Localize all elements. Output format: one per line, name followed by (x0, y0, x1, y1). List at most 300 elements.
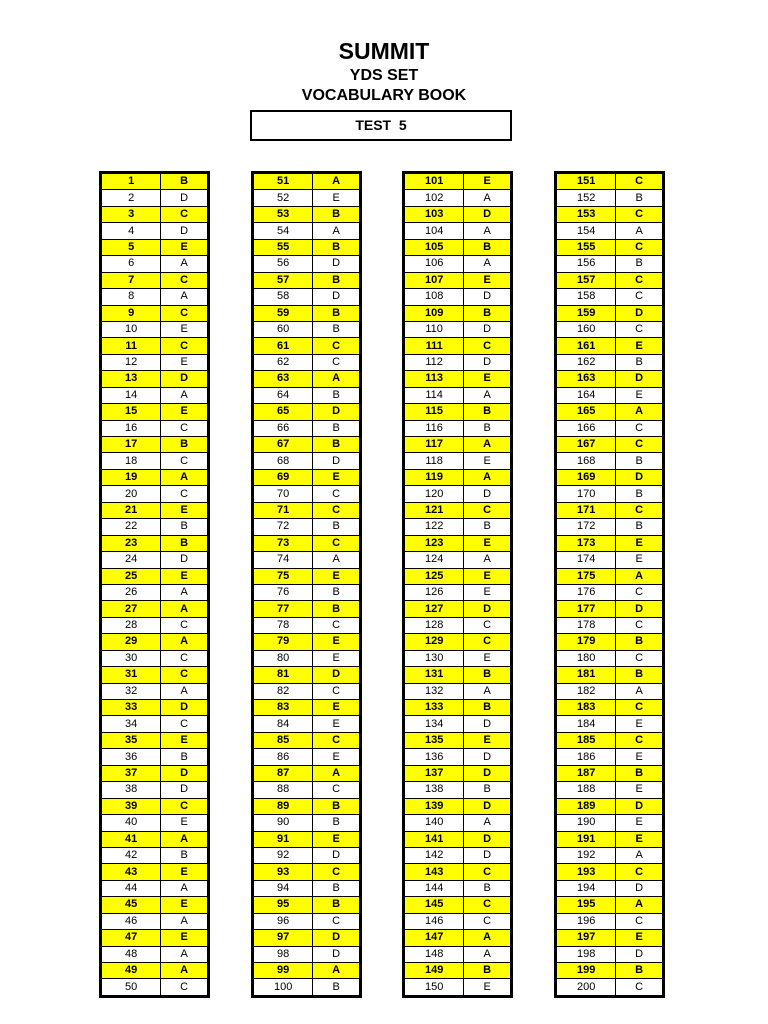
answer-row (405, 880, 511, 896)
answer-letter: E (616, 782, 663, 798)
answer-row (557, 502, 663, 518)
answer-letter: D (464, 289, 511, 305)
answer-row (254, 864, 360, 880)
question-number: 192 (557, 847, 616, 863)
answer-letter: B (313, 206, 360, 222)
question-number: 3 (102, 206, 161, 222)
answer-row (102, 552, 208, 568)
answer-letter: B (313, 387, 360, 403)
question-number: 88 (254, 782, 313, 798)
answer-letter: C (313, 486, 360, 502)
question-number: 167 (557, 437, 616, 453)
answer-letter: E (616, 831, 663, 847)
question-number: 38 (102, 782, 161, 798)
question-number: 85 (254, 732, 313, 748)
answer-row (557, 206, 663, 222)
answer-row (405, 634, 511, 650)
answer-row (254, 798, 360, 814)
answer-letter: C (161, 272, 208, 288)
question-number: 182 (557, 683, 616, 699)
question-number: 82 (254, 683, 313, 699)
answer-column-1 (99, 171, 210, 998)
answer-row (102, 206, 208, 222)
question-number: 169 (557, 469, 616, 485)
answer-letter: A (313, 371, 360, 387)
answer-letter: C (616, 864, 663, 880)
question-number: 16 (102, 420, 161, 436)
answer-letter: E (161, 568, 208, 584)
question-number: 58 (254, 289, 313, 305)
question-number: 110 (405, 321, 464, 337)
question-number: 127 (405, 601, 464, 617)
answer-row (557, 798, 663, 814)
answer-letter: B (616, 519, 663, 535)
answer-letter: A (464, 387, 511, 403)
answer-row (254, 239, 360, 255)
question-number: 122 (405, 519, 464, 535)
question-number: 40 (102, 815, 161, 831)
question-number: 195 (557, 897, 616, 913)
answer-letter: C (616, 650, 663, 666)
answer-letter: A (616, 404, 663, 420)
question-number: 91 (254, 831, 313, 847)
answer-letter: B (616, 667, 663, 683)
answer-row (557, 963, 663, 979)
question-number: 1 (102, 174, 161, 190)
answer-letter: B (464, 305, 511, 321)
question-number: 115 (405, 404, 464, 420)
answer-row (557, 272, 663, 288)
question-number: 30 (102, 650, 161, 666)
answer-row (254, 552, 360, 568)
question-number: 126 (405, 584, 464, 600)
answer-letter: C (616, 979, 663, 995)
question-number: 171 (557, 502, 616, 518)
answer-letter: C (161, 206, 208, 222)
question-number: 98 (254, 946, 313, 962)
answer-row (405, 535, 511, 551)
answer-row (102, 568, 208, 584)
answer-letter: B (313, 239, 360, 255)
answer-column-3 (402, 171, 513, 998)
answer-row (102, 256, 208, 272)
answer-letter: B (616, 190, 663, 206)
answer-letter: C (313, 354, 360, 370)
answer-letter: C (616, 174, 663, 190)
question-number: 20 (102, 486, 161, 502)
answer-row (405, 552, 511, 568)
answer-letter: C (616, 913, 663, 929)
question-number: 14 (102, 387, 161, 403)
answer-row (557, 223, 663, 239)
question-number: 140 (405, 815, 464, 831)
answer-letter: D (616, 469, 663, 485)
answer-letter: E (464, 732, 511, 748)
question-number: 120 (405, 486, 464, 502)
answer-row (102, 650, 208, 666)
answer-letter: E (464, 453, 511, 469)
answer-row (102, 782, 208, 798)
answer-row (254, 502, 360, 518)
answer-row (254, 321, 360, 337)
question-number: 27 (102, 601, 161, 617)
question-number: 106 (405, 256, 464, 272)
answer-row (405, 864, 511, 880)
question-number: 164 (557, 387, 616, 403)
answer-row (254, 535, 360, 551)
question-number: 131 (405, 667, 464, 683)
question-number: 129 (405, 634, 464, 650)
answer-row (102, 815, 208, 831)
answer-row (557, 749, 663, 765)
answer-row (557, 190, 663, 206)
answer-letter: A (313, 963, 360, 979)
answer-letter: C (313, 683, 360, 699)
question-number: 99 (254, 963, 313, 979)
answer-row (102, 979, 208, 995)
answer-row (557, 683, 663, 699)
answer-letter: C (464, 913, 511, 929)
question-number: 152 (557, 190, 616, 206)
question-number: 15 (102, 404, 161, 420)
question-number: 84 (254, 716, 313, 732)
answer-row (102, 716, 208, 732)
answer-letter: C (161, 486, 208, 502)
answer-letter: C (616, 321, 663, 337)
answer-row (254, 831, 360, 847)
answer-letter: E (616, 338, 663, 354)
answer-row (405, 683, 511, 699)
question-number: 146 (405, 913, 464, 929)
question-number: 163 (557, 371, 616, 387)
answer-row (254, 847, 360, 863)
answer-letter: B (313, 519, 360, 535)
answer-letter: E (313, 190, 360, 206)
answer-row (405, 946, 511, 962)
question-number: 83 (254, 700, 313, 716)
answer-row (557, 371, 663, 387)
answer-row (405, 519, 511, 535)
answer-row (102, 913, 208, 929)
answer-row (102, 667, 208, 683)
question-number: 111 (405, 338, 464, 354)
question-number: 56 (254, 256, 313, 272)
answer-row (405, 338, 511, 354)
question-number: 18 (102, 453, 161, 469)
answer-row (102, 321, 208, 337)
answer-letter: C (464, 897, 511, 913)
answer-letter: D (313, 453, 360, 469)
question-number: 77 (254, 601, 313, 617)
answer-row (254, 371, 360, 387)
question-number: 161 (557, 338, 616, 354)
question-number: 159 (557, 305, 616, 321)
answer-row (102, 190, 208, 206)
answer-row (254, 404, 360, 420)
question-number: 5 (102, 239, 161, 255)
test-label-box (250, 110, 512, 141)
answer-row (254, 354, 360, 370)
answer-letter: C (313, 913, 360, 929)
answer-letter: C (161, 716, 208, 732)
answer-row (102, 437, 208, 453)
answer-letter: A (616, 897, 663, 913)
answer-letter: B (464, 880, 511, 896)
answer-row (557, 667, 663, 683)
question-number: 114 (405, 387, 464, 403)
answer-letter: E (161, 815, 208, 831)
answer-letter: D (313, 289, 360, 305)
answer-letter: B (313, 897, 360, 913)
question-number: 12 (102, 354, 161, 370)
answer-letter: E (313, 634, 360, 650)
answer-row (405, 420, 511, 436)
question-number: 135 (405, 732, 464, 748)
answer-row (405, 223, 511, 239)
answer-row (254, 749, 360, 765)
answer-letter: A (161, 601, 208, 617)
question-number: 136 (405, 749, 464, 765)
question-number: 72 (254, 519, 313, 535)
answer-row (405, 765, 511, 781)
answer-row (557, 469, 663, 485)
answer-letter: A (313, 552, 360, 568)
question-number: 24 (102, 552, 161, 568)
question-number: 86 (254, 749, 313, 765)
answer-letter: D (616, 798, 663, 814)
question-number: 165 (557, 404, 616, 420)
answer-letter: B (161, 174, 208, 190)
answer-letter: A (464, 683, 511, 699)
question-number: 178 (557, 617, 616, 633)
answer-letter: B (313, 979, 360, 995)
answer-letter: C (464, 864, 511, 880)
answer-row (557, 815, 663, 831)
answer-letter: D (161, 552, 208, 568)
question-number: 116 (405, 420, 464, 436)
question-number: 47 (102, 930, 161, 946)
answer-row (557, 880, 663, 896)
question-number: 108 (405, 289, 464, 305)
question-number: 147 (405, 930, 464, 946)
answer-row (405, 963, 511, 979)
question-number: 112 (405, 354, 464, 370)
answer-row (557, 831, 663, 847)
answer-letter: D (464, 716, 511, 732)
answer-row (405, 289, 511, 305)
question-number: 160 (557, 321, 616, 337)
question-number: 101 (405, 174, 464, 190)
answer-letter: C (616, 700, 663, 716)
answer-letter: D (161, 371, 208, 387)
question-number: 37 (102, 765, 161, 781)
answer-row (102, 831, 208, 847)
answer-letter: D (464, 847, 511, 863)
answer-row (254, 897, 360, 913)
answer-row (254, 223, 360, 239)
answer-row (405, 404, 511, 420)
question-number: 41 (102, 831, 161, 847)
question-number: 55 (254, 239, 313, 255)
answer-letter: C (161, 420, 208, 436)
answer-letter: E (616, 387, 663, 403)
answer-letter: E (161, 930, 208, 946)
answer-row (557, 453, 663, 469)
answer-row (405, 190, 511, 206)
question-number: 53 (254, 206, 313, 222)
question-number: 39 (102, 798, 161, 814)
answer-row (254, 963, 360, 979)
question-number: 139 (405, 798, 464, 814)
answer-letter: E (313, 469, 360, 485)
answer-letter: B (616, 963, 663, 979)
answer-letter: E (313, 568, 360, 584)
answer-letter: C (616, 732, 663, 748)
answer-row (557, 552, 663, 568)
answer-row (254, 206, 360, 222)
answer-letter: D (464, 831, 511, 847)
question-number: 46 (102, 913, 161, 929)
answer-row (102, 354, 208, 370)
answer-row (557, 847, 663, 863)
answer-row (102, 946, 208, 962)
answer-row (557, 979, 663, 995)
answer-row (254, 453, 360, 469)
answer-letter: E (161, 354, 208, 370)
question-number: 166 (557, 420, 616, 436)
question-number: 162 (557, 354, 616, 370)
answer-row (254, 617, 360, 633)
question-number: 125 (405, 568, 464, 584)
answer-letter: C (616, 617, 663, 633)
question-number: 199 (557, 963, 616, 979)
answer-row (254, 305, 360, 321)
question-number: 185 (557, 732, 616, 748)
answer-letter: E (161, 321, 208, 337)
question-number: 60 (254, 321, 313, 337)
question-number: 134 (405, 716, 464, 732)
question-number: 124 (405, 552, 464, 568)
question-number: 168 (557, 453, 616, 469)
question-number: 181 (557, 667, 616, 683)
question-number: 64 (254, 387, 313, 403)
answer-row (557, 354, 663, 370)
answer-row (557, 338, 663, 354)
answer-row (102, 798, 208, 814)
answer-letter: D (313, 404, 360, 420)
answer-letter: A (616, 847, 663, 863)
answer-row (254, 782, 360, 798)
question-number: 87 (254, 765, 313, 781)
question-number: 132 (405, 683, 464, 699)
answer-letter: B (161, 535, 208, 551)
question-number: 173 (557, 535, 616, 551)
question-number: 176 (557, 584, 616, 600)
question-number: 45 (102, 897, 161, 913)
answer-row (254, 650, 360, 666)
question-number: 142 (405, 847, 464, 863)
answer-letter: B (464, 667, 511, 683)
answer-row (405, 782, 511, 798)
question-number: 153 (557, 206, 616, 222)
question-number: 36 (102, 749, 161, 765)
answer-letter: C (161, 798, 208, 814)
answer-row (405, 239, 511, 255)
answer-row (557, 289, 663, 305)
answer-row (557, 437, 663, 453)
answer-letter: A (464, 437, 511, 453)
answer-row (405, 453, 511, 469)
answer-row (557, 946, 663, 962)
book-subtitle: VOCABULARY BOOK (301, 87, 467, 104)
answer-letter: D (616, 946, 663, 962)
question-number: 102 (405, 190, 464, 206)
answer-column-2 (251, 171, 362, 998)
answer-letter: D (464, 354, 511, 370)
question-number: 35 (102, 732, 161, 748)
answer-row (102, 535, 208, 551)
question-number: 97 (254, 930, 313, 946)
answer-row (102, 338, 208, 354)
answer-letter: C (616, 420, 663, 436)
answer-letter: C (616, 584, 663, 600)
answer-row (557, 174, 663, 190)
answer-row (405, 798, 511, 814)
question-number: 145 (405, 897, 464, 913)
answer-row (254, 716, 360, 732)
question-number: 121 (405, 502, 464, 518)
answer-row (405, 371, 511, 387)
answer-row (254, 880, 360, 896)
answer-row (254, 437, 360, 453)
answer-letter: C (464, 338, 511, 354)
answer-row (254, 584, 360, 600)
answer-letter: A (161, 683, 208, 699)
question-number: 197 (557, 930, 616, 946)
question-number: 198 (557, 946, 616, 962)
answer-row (557, 387, 663, 403)
answer-row (405, 272, 511, 288)
question-number: 65 (254, 404, 313, 420)
answer-letter: B (464, 782, 511, 798)
answer-row (254, 420, 360, 436)
answer-row (254, 486, 360, 502)
answer-row (557, 700, 663, 716)
question-number: 34 (102, 716, 161, 732)
question-number: 93 (254, 864, 313, 880)
answer-letter: E (313, 749, 360, 765)
answer-row (102, 371, 208, 387)
answer-row (102, 749, 208, 765)
question-number: 28 (102, 617, 161, 633)
question-number: 103 (405, 206, 464, 222)
answer-row (557, 305, 663, 321)
answer-row (405, 700, 511, 716)
answer-letter: C (616, 206, 663, 222)
answer-letter: A (313, 765, 360, 781)
answer-row (254, 634, 360, 650)
answer-letter: A (464, 946, 511, 962)
answer-letter: B (464, 404, 511, 420)
page-title: SUMMIT (338, 38, 430, 64)
answer-letter: B (313, 321, 360, 337)
question-number: 177 (557, 601, 616, 617)
answer-letter: C (616, 272, 663, 288)
answer-letter: E (161, 864, 208, 880)
answer-letter: B (313, 815, 360, 831)
answer-letter: D (464, 206, 511, 222)
answer-row (254, 979, 360, 995)
